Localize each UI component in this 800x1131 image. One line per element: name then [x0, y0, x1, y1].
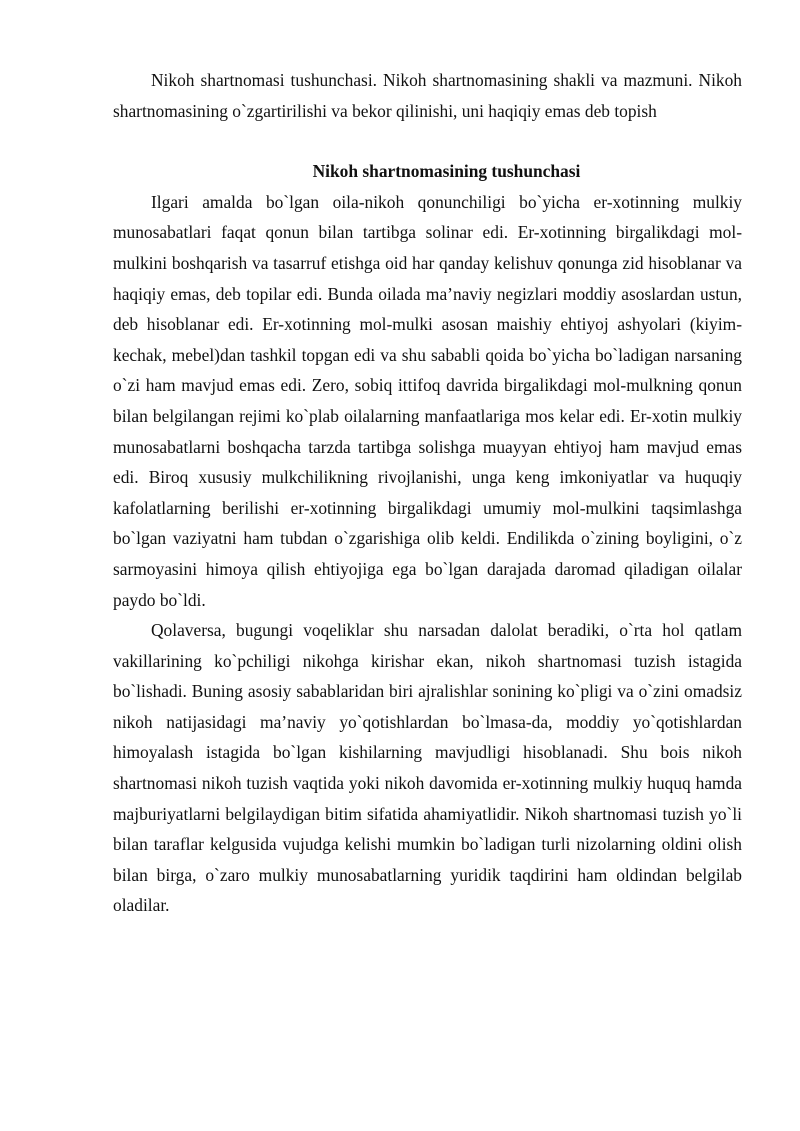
section-title: Nikoh shartnomasining tushunchasi — [312, 161, 581, 182]
intro-paragraph: Nikoh shartnomasi tushunchasi. Nikoh shartnomasining shakli va mazmuni. Nikoh shartnomasining o`zgartirilishi va bekor qilinishi, uni haqiqiy emas deb topish — [113, 70, 742, 121]
body-paragraph-1: Ilgari amalda bo`lgan oila-nikoh qonunchiligi bo`yicha er-xotinning mulkiy munosabatlari faqat qonun bilan tartibga solinar edi. Er-xotinning birgalikdagi mol-mulkini boshqarish va tasarruf etishga oid har qanday kelishuv qonunga zid hisoblanar va haqiqiy emas, deb topilar edi. Bunda oilada ma’naviy negizlari moddiy asoslardan ustun, deb hisoblanar edi. Er-xotinning mol-mulki asosan maishiy ehtiyoj ashyolari (kiyim-kechak, mebel)dan tashkil topgan edi va shu sababli qoida bo`yicha bo`ladigan narsaning o`zi ham mavjud emas edi. Zero, sobiq ittifoq davrida birgalikdagi mol-mulkning qonun bilan belgilangan rejimi ko`plab oilalarning manfaatlariga mos kelar edi. Er-xotin mulkiy munosabatlarni boshqacha tarzda tartibga solishga muayyan ehtiyoj ham mavjud emas edi. Biroq xususiy mulkchilikning rivojlanishi, unga keng imkoniyatlar va huquqiy kafolatlarning berilishi er-xotinning birgalikdagi umumiy mol-mulkini taqsimlashga bo`lgan vaziyatni ham tubdan o`zgarishiga olib keldi. Endilikda o`zining boyligini, o`z sarmoyasini himoya qilish ehtiyojiga ega bo`lgan darajada daromad qiladigan oilalar paydo bo`ldi. — [113, 191, 742, 610]
document-page — [113, 65, 742, 921]
body-paragraph-2: Qolaversa, bugungi voqeliklar shu narsadan dalolat beradiki, o`rta hol qatlam vakillarining ko`pchiligi nikohga kirishar ekan, nikoh shartnomasi tuzish istagida bo`lishadi. Buning asosiy sabablaridan biri ajralishlar sonining ko`pligi va o`zini omadsiz nikoh natijasidagi ma’naviy yo`qotishlardan bo`lmasa-da, moddiy yo`qotishlardan himoyalash istagida bo`lgan kishilarning mavjudligi hisoblanadi. Shu bois nikoh shartnomasi nikoh tuzish vaqtida yoki nikoh davomida er-xotinning mulkiy huquq hamda majburiyatlarni belgilaydigan bitim sifatida ahamiyatlidir. Nikoh shartnomasi tuzish yo`li bilan taraflar kelgusida vujudga kelishi mumkin bo`ladigan turli nizolarning oldini olish bilan birga, o`zaro mulkiy munosabatlarning yuridik taqdirini ham oldindan belgilab oladilar. — [113, 620, 742, 916]
